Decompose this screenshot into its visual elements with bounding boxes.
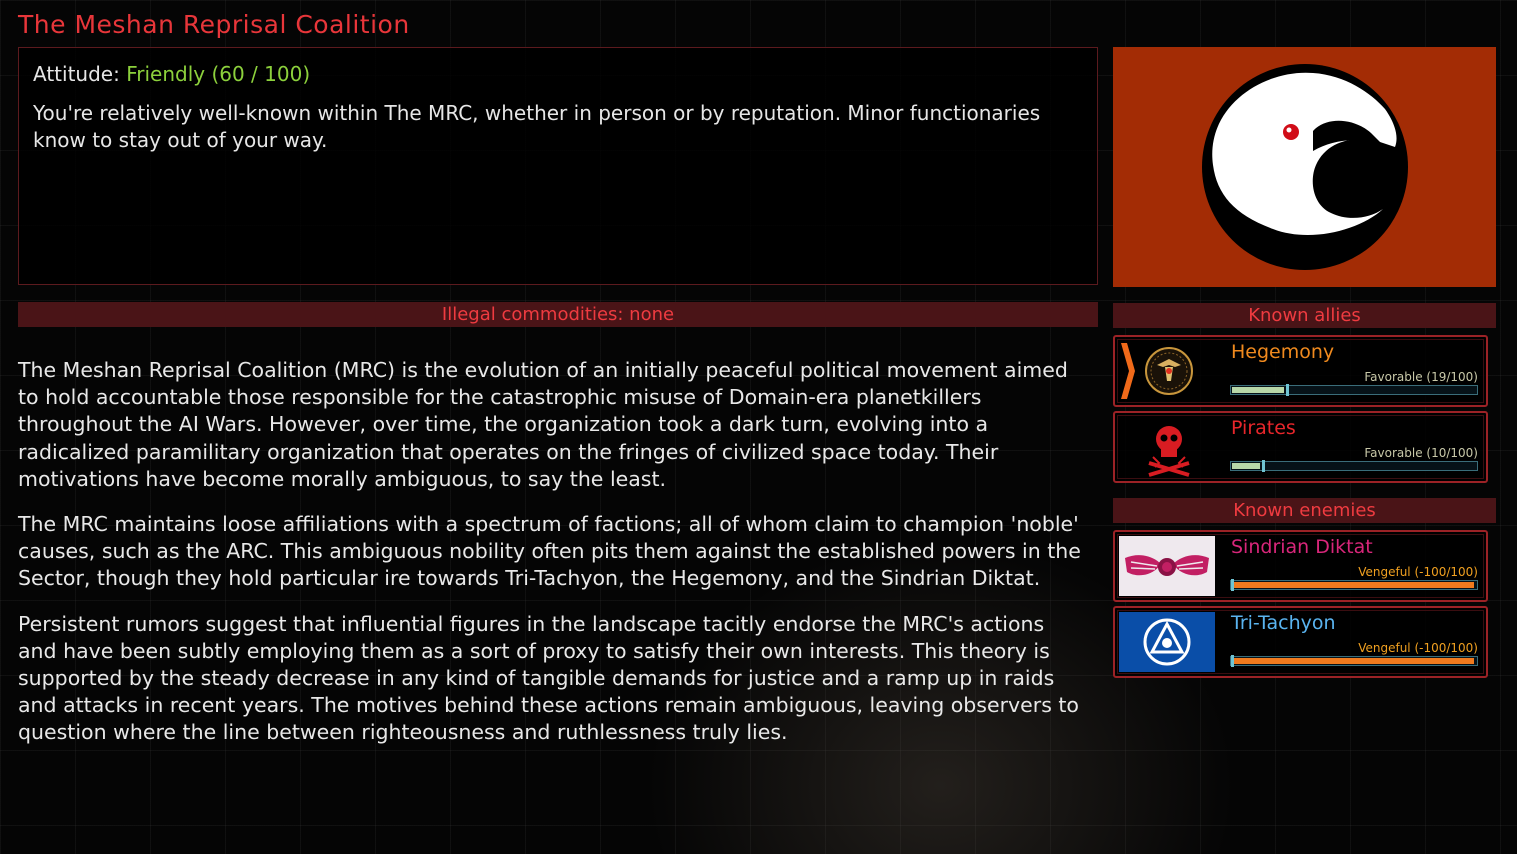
attitude-description: You're relatively well-known within The MRC, whether in person or by reputation. Minor functionaries know to stay out of your way. bbox=[33, 101, 1041, 152]
sindrian-wings-icon bbox=[1119, 536, 1215, 596]
relation-bar-fill bbox=[1232, 387, 1284, 393]
relation-bar-fill bbox=[1234, 658, 1474, 664]
tri-tachyon-icon bbox=[1119, 612, 1215, 672]
illegal-commodities-bar: Illegal commodities: none bbox=[18, 302, 1098, 327]
relation-status: Vengeful (-100/100) bbox=[1358, 565, 1478, 579]
ally-card-pirates[interactable] bbox=[1113, 411, 1488, 483]
relation-bar bbox=[1230, 385, 1478, 395]
faction-lore bbox=[18, 357, 1088, 765]
relation-bar-marker bbox=[1286, 384, 1289, 396]
attitude-line bbox=[33, 62, 1083, 86]
faction-emblem bbox=[1113, 47, 1496, 287]
lore-paragraph: The Meshan Reprisal Coalition (MRC) is the evolution of an initially peaceful political movement aimed to hold accountable those responsible for the catastrophic misuse of Domain-era planetkillers throughout the AI Wars. However, over time, the organization took a dark turn, evolving into a radicalized paramilitary organization that operates on the fringes of civilized space today. Their motivations have become morally ambiguous, to say the least. bbox=[18, 358, 1068, 491]
relation-bar-fill bbox=[1234, 582, 1474, 588]
attitude-panel bbox=[18, 47, 1098, 285]
faction-name: Sindrian Diktat bbox=[1231, 536, 1373, 558]
relation-status: Favorable (19/100) bbox=[1364, 370, 1478, 384]
relation-bar-marker bbox=[1231, 655, 1234, 667]
faction-name: Hegemony bbox=[1231, 341, 1335, 363]
enemy-card-tri-tachyon[interactable] bbox=[1113, 606, 1488, 678]
relation-status: Favorable (10/100) bbox=[1364, 446, 1478, 460]
hegemony-emblem-icon bbox=[1119, 341, 1215, 401]
relation-bar-marker bbox=[1231, 579, 1234, 591]
enemy-card-sindrian-diktat[interactable] bbox=[1113, 530, 1488, 602]
known-enemies-header: Known enemies bbox=[1113, 498, 1496, 523]
relation-bar-fill bbox=[1232, 463, 1260, 469]
faction-title: The Meshan Reprisal Coalition bbox=[18, 10, 410, 39]
ally-card-hegemony[interactable] bbox=[1113, 335, 1488, 407]
attitude-value: Friendly (60 / 100) bbox=[126, 62, 311, 86]
lore-paragraph: The MRC maintains loose affiliations with a spectrum of factions; all of whom claim to champion 'noble' causes, such as the ARC. This ambiguous nobility often pits them against the established powers in the Sector, though they hold particular ire towards Tri-Tachyon, the Hegemony, and the Sindrian Diktat. bbox=[18, 512, 1081, 591]
relation-bar bbox=[1230, 461, 1478, 471]
faction-name: Pirates bbox=[1231, 417, 1296, 439]
known-allies-header: Known allies bbox=[1113, 303, 1496, 328]
relation-bar-marker bbox=[1262, 460, 1265, 472]
relation-bar bbox=[1230, 580, 1478, 590]
pirate-skull-icon bbox=[1119, 417, 1215, 477]
faction-name: Tri-Tachyon bbox=[1231, 612, 1336, 634]
attitude-label: Attitude: bbox=[33, 62, 120, 86]
relation-status: Vengeful (-100/100) bbox=[1358, 641, 1478, 655]
relation-bar bbox=[1230, 656, 1478, 666]
mrc-bird-emblem-icon bbox=[1113, 47, 1496, 287]
lore-paragraph: Persistent rumors suggest that influential figures in the landscape tacitly endorse the MRC's actions and have been subtly employing them as a sort of proxy to satisfy their own interests. This theory is supported by the steady decrease in any kind of tangible demands for justice and a ramp up in raids and attacks in recent years. The motives behind these actions remain ambiguous, leaving observers to question where the line between righteousness and ruthlessness truly lies. bbox=[18, 611, 1079, 745]
